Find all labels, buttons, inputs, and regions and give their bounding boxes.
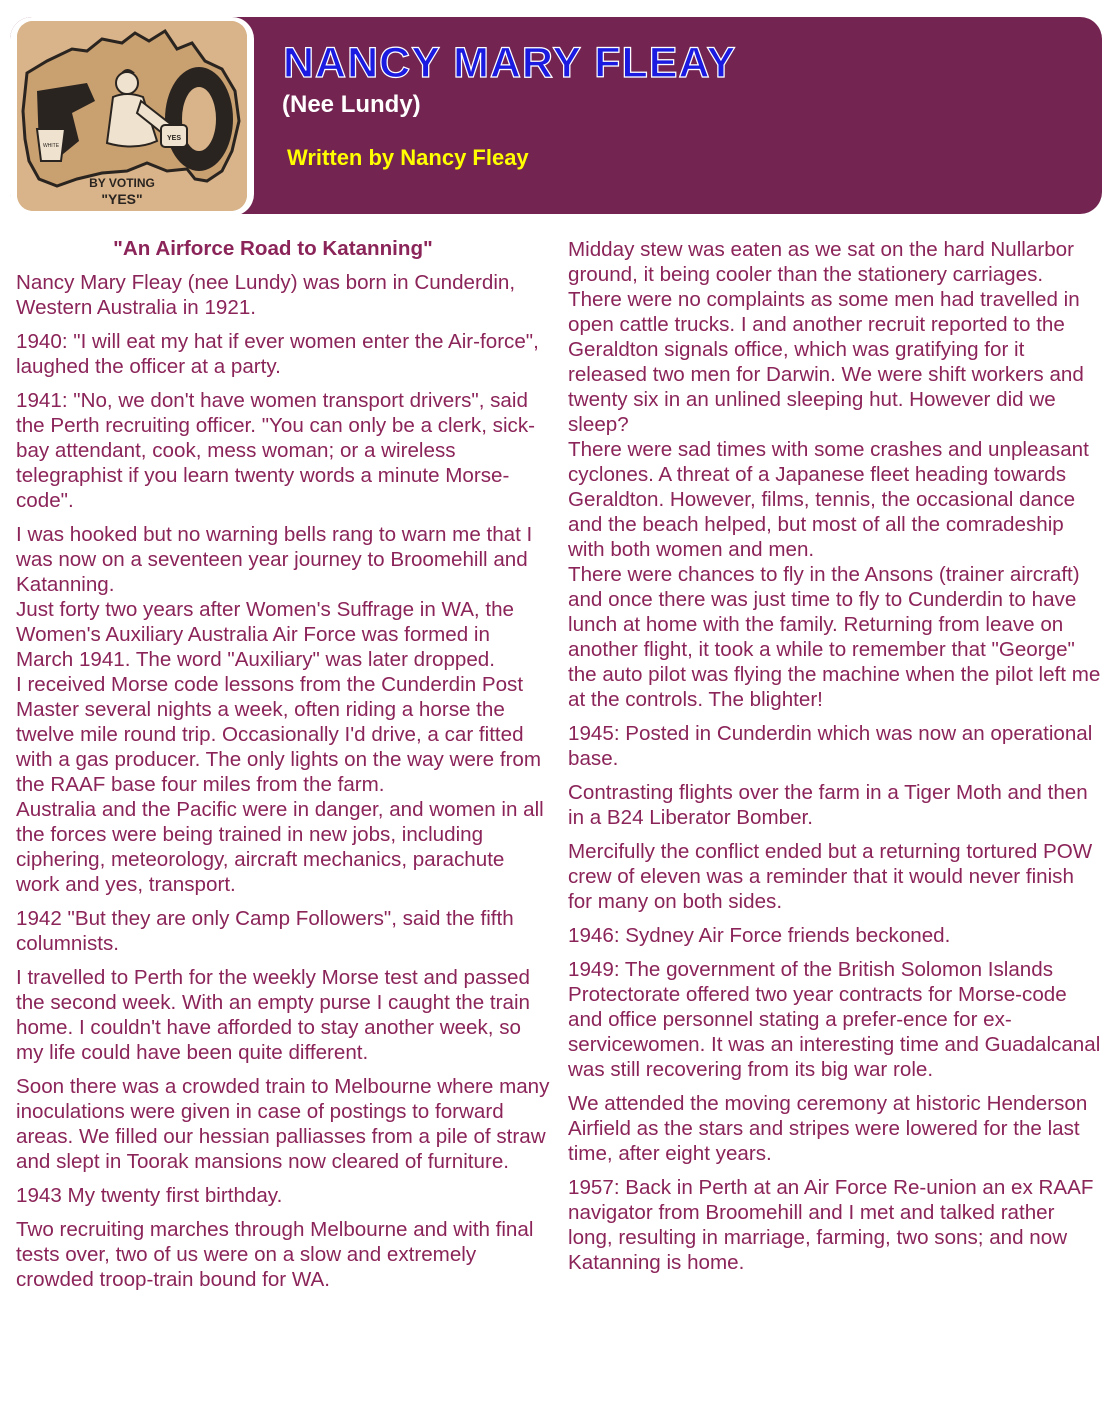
- page-subtitle: (Nee Lundy): [282, 91, 421, 118]
- article-paragraph: I travelled to Perth for the weekly Morse test and passed the second week. With an empty purse I caught the train home. I couldn't have afforded to stay another week, so my life could have been quite different.: [16, 966, 530, 1064]
- bag-label: YES: [166, 135, 182, 142]
- article-paragraph: Contrasting flights over the farm in a Tiger Moth and then in a B24 Liberator Bomber.: [568, 781, 1088, 829]
- article-paragraph: Midday stew was eaten as we sat on the hard Nullarbor ground, it being cooler than the stationery carriages. There were no complaints as some men had travelled in open cattle trucks. I and another recruit reported to the Geraldton signals office, which was gratifying for it released two men for Darwin. We were shift workers and twenty six in an unlined sleeping hut. However did we sleep?: [568, 238, 1084, 436]
- article-paragraph: We attended the moving ceremony at historic Henderson Airfield as the stars and stripes were lowered for the last time, after eight years.: [568, 1092, 1088, 1165]
- article-paragraph: There were chances to fly in the Ansons (trainer aircraft) and once there was just time to fly to Cunderdin to have lunch at home with the family. Returning from leave on another flight, it took a while to remember that "George" the auto pilot was flying the machine when the pilot left me at the controls. The blighter!: [568, 563, 1101, 711]
- article-paragraph: I was hooked but no warning bells rang to warn me that I was now on a seventeen year journey to Broomehill and Katanning.: [16, 523, 533, 596]
- article-paragraph: Australia and the Pacific were in danger, and women in all the forces were being trained in new jobs, including ciphering, meteorology, aircraft mechanics, parachute work and yes, transport.: [16, 798, 544, 896]
- article-paragraph: Mercifully the conflict ended but a returning tortured POW crew of eleven was a reminder that it would never finish for many on both sides.: [568, 840, 1093, 913]
- page-title: NANCY MARY FLEAY: [283, 39, 737, 87]
- article-right-column: [568, 237, 1102, 1284]
- article-paragraph: 1942 "But they are only Camp Followers", said the fifth columnists.: [16, 907, 514, 955]
- article-paragraph: Nancy Mary Fleay (nee Lundy) was born in Cunderdin, Western Australia in 1921.: [16, 271, 516, 319]
- article-paragraph: 1941: "No, we don't have women transport drivers", said the Perth recruiting officer. "You can only be a clerk, sick-bay attendant, cook, mess woman; or a wireless telegraphist if you learn twenty words a minute Morse-code".: [16, 389, 535, 512]
- article-paragraph: There were sad times with some crashes and unpleasant cyclones. A threat of a Japanese fleet heading towards Geraldton. However, films, tennis, the occasional dance and the beach helped, but most of all the comradeship with both women and men.: [568, 438, 1089, 561]
- article-paragraph: Two recruiting marches through Melbourne and with final tests over, two of us were on a slow and extremely crowded troop-train bound for WA.: [16, 1218, 534, 1291]
- poster-caption-line1: BY VOTING: [89, 176, 155, 190]
- article-paragraph: 1940: "I will eat my hat if ever women enter the Air-force", laughed the officer at a party.: [16, 330, 539, 378]
- poster-caption-line2: "YES": [101, 191, 143, 207]
- author-byline: Written by Nancy Fleay: [287, 145, 529, 170]
- article-paragraph: Just forty two years after Women's Suffrage in WA, the Women's Auxiliary Australia Air Force was formed in March 1941. The word "Auxiliary" was later dropped.: [16, 598, 515, 671]
- bucket-label: WHITE: [42, 143, 60, 149]
- article-paragraph: 1946: Sydney Air Force friends beckoned.: [568, 924, 951, 947]
- suffrage-poster-image: [17, 21, 247, 211]
- article-paragraph: 1949: The government of the British Solomon Islands Protectorate offered two year contracts for Morse-code and office personnel stating a prefer-ence for ex-servicewomen. It was an interesting time and Guadalcanal was still recovering from its big war role.: [568, 958, 1101, 1081]
- article-paragraph: Soon there was a crowded train to Melbourne where many inoculations were given in case of postings to forward areas. We filled our hessian palliasses from a pile of straw and slept in Toorak mansions now cleared of furniture.: [16, 1075, 550, 1173]
- article-paragraph: 1957: Back in Perth at an Air Force Re-union an ex RAAF navigator from Broomehill and I met and talked rather long, resulting in marriage, farming, two sons; and now Katanning is home.: [568, 1176, 1094, 1274]
- article-paragraph: I received Morse code lessons from the Cunderdin Post Master several nights a week, often riding a horse the twelve mile round trip. Occasionally I'd drive, a car fitted with a gas producer. The only lights on the way were from the RAAF base four miles from the farm.: [16, 673, 542, 796]
- article-heading: "An Airforce Road to Katanning": [113, 237, 433, 260]
- article-paragraph: 1945: Posted in Cunderdin which was now an operational base.: [568, 722, 1093, 770]
- article-left-column: [16, 236, 550, 1301]
- article-paragraph: 1943 My twenty first birthday.: [16, 1184, 283, 1207]
